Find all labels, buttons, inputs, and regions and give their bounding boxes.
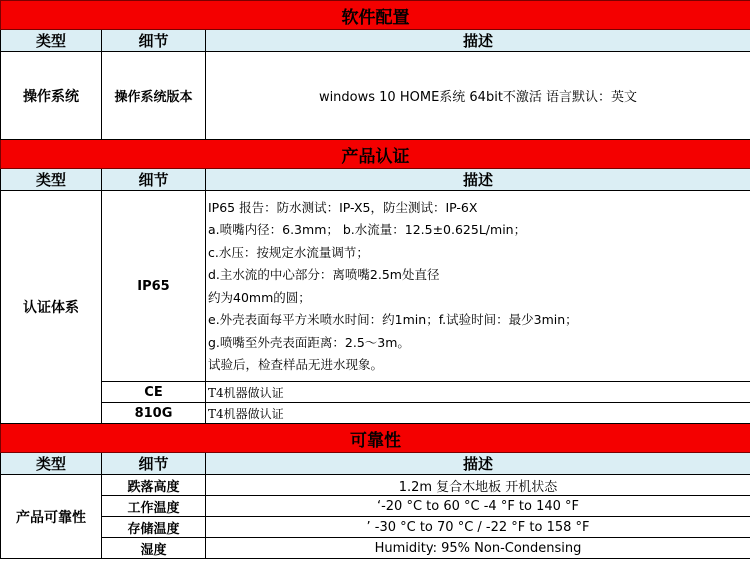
- header-detail: 细节: [102, 453, 206, 475]
- description-cell: ’ -30 °C to 70 °C / -22 °F to 158 °F: [206, 517, 750, 538]
- ip65-line: 试验后，检查样品无进水现象。: [208, 357, 384, 372]
- detail-cell: 操作系统版本: [102, 52, 206, 140]
- section-header-certification: [1, 140, 750, 169]
- header-description: 描述: [206, 30, 750, 52]
- table-row: [1, 517, 750, 538]
- column-header-row: [1, 453, 750, 475]
- category-cell: 操作系统: [1, 52, 102, 140]
- description-cell: T4机器做认证: [206, 382, 750, 403]
- header-detail: 细节: [102, 30, 206, 52]
- ip65-line: g.喷嘴至外壳表面距离：2.5～3m。: [208, 334, 410, 350]
- table-row: [1, 382, 750, 403]
- ip65-description: [206, 191, 750, 382]
- header-type: 类型: [1, 453, 102, 475]
- section-title: 软件配置: [1, 1, 750, 30]
- column-header-row: [1, 30, 750, 52]
- header-description: 描述: [206, 453, 750, 475]
- header-type: 类型: [1, 169, 102, 191]
- category-cell: 产品可靠性: [1, 475, 102, 559]
- table-row: [1, 52, 750, 140]
- table-row: [1, 403, 750, 424]
- description-cell: T4机器做认证: [206, 403, 750, 424]
- header-type: 类型: [1, 30, 102, 52]
- ip65-line: d.主水流的中心部分：离喷嘴2.5m处直径: [208, 267, 440, 282]
- table-row: [1, 538, 750, 559]
- section-title: 产品认证: [1, 140, 750, 169]
- description-cell: 1.2m 复合木地板 开机状态: [206, 475, 750, 496]
- header-detail: 细节: [102, 169, 206, 191]
- detail-cell: 湿度: [102, 538, 206, 559]
- table-row: [1, 496, 750, 517]
- ip65-line: 约为40mm的圆；: [208, 289, 311, 305]
- detail-cell: CE: [102, 382, 206, 403]
- description-cell: windows 10 HOME系统 64bit不激活 语言默认：英文: [206, 52, 750, 140]
- detail-cell: IP65: [102, 191, 206, 382]
- column-header-row: [1, 169, 750, 191]
- description-cell: Humidity: 95% Non-Condensing: [206, 538, 750, 559]
- section-header-software: [1, 1, 750, 30]
- detail-cell: 工作温度: [102, 496, 206, 517]
- ip65-line: IP65 报告：防水测试：IP-X5，防尘测试：IP-6X: [208, 199, 478, 215]
- table-row: [1, 475, 750, 496]
- detail-cell: 跌落高度: [102, 475, 206, 496]
- section-title: 可靠性: [1, 424, 750, 453]
- ip65-line: a.喷嘴内径：6.3mm； b.水流量：12.5±0.625L/min；: [208, 222, 527, 237]
- section-header-reliability: [1, 424, 750, 453]
- header-description: 描述: [206, 169, 750, 191]
- table-row: [1, 191, 750, 382]
- ip65-line: c.水压：按规定水流量调节；: [208, 244, 369, 260]
- ip65-line: e.外壳表面每平方米喷水时间：约1min；f.试验时间：最少3min；: [208, 312, 578, 327]
- category-cell: 认证体系: [1, 191, 102, 424]
- detail-cell: 810G: [102, 403, 206, 424]
- description-cell: ‘-20 °C to 60 °C -4 °F to 140 °F: [206, 496, 750, 517]
- detail-cell: 存储温度: [102, 517, 206, 538]
